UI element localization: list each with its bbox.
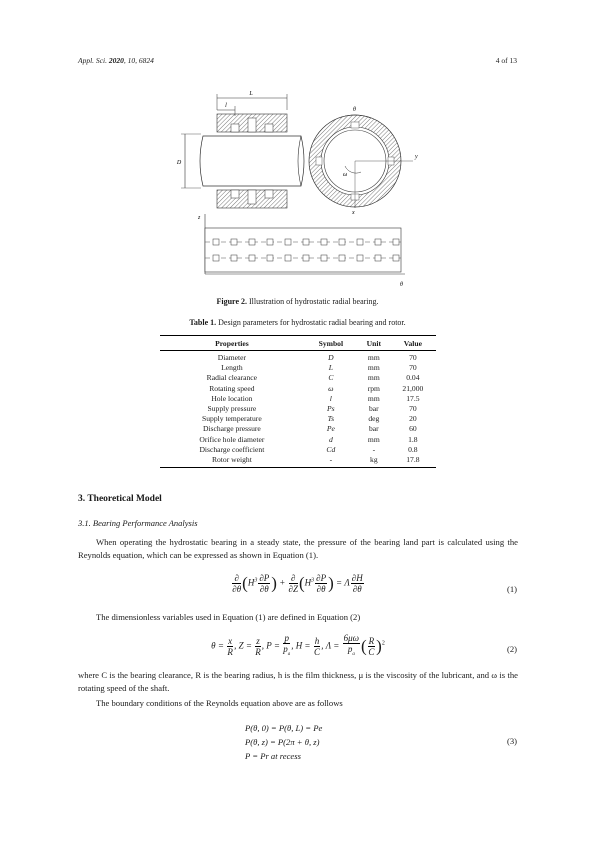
bearing-cross-section (309, 107, 418, 216)
table-row: Supply temperature Ts deg 20 (202, 414, 417, 424)
label-D: D (176, 160, 182, 166)
journal-name: Appl. Sci. (78, 56, 107, 65)
equation-2-number: (2) (506, 644, 517, 654)
table-row: Hole location l mm 17.5 (211, 393, 420, 403)
table-row: Radial clearance C mm 0.04 (206, 373, 420, 383)
table-header-row (160, 336, 436, 351)
table-row: Discharge coefficient Cd - 0.8 (199, 444, 418, 454)
rotor-shaft (200, 136, 304, 186)
column-header: Symbol (304, 336, 358, 351)
equation-2: θ = $\frac{x}{R}$ , Z = $\frac{z}{R}$ , P = $\frac{p}{p_a}$ , H = $\frac{h}{C}$ , Λ = $\frac{6\mu\omega}{p_a}$ ( $\frac{R}{C}$ )$^2$ (211, 633, 385, 657)
label-theta-axis: θ (400, 282, 403, 288)
journal-year: 2020 (108, 56, 124, 65)
table-row: Rotor weight - kg 17.8 (160, 455, 436, 468)
boundary-condition-1: P(θ, 0) = P(θ, L) = Pe (245, 723, 323, 733)
dimension-D (176, 134, 201, 188)
equation-3-number: (3) (506, 736, 517, 746)
boundary-condition-3: P = Pr at recess (245, 751, 301, 761)
equation-1-number: (1) (506, 584, 517, 594)
article-number: , 6824 (135, 56, 154, 65)
label-theta-top: θ (353, 107, 356, 113)
label-omega: ω (343, 172, 348, 178)
figure-caption: Figure 2. Illustration of hydrostatic radial bearing. (216, 297, 379, 306)
paragraph-3: where C is the bearing clearance, R is the bearing radius, h is the film thickness, μ is the viscosity of the lubricant, and ω is the rotating speed of the shaft. (78, 670, 518, 693)
label-y: y (415, 154, 418, 160)
equation-1: $\frac{\partial}{\partial\theta}$ ($H^3$ $\frac{\partial P}{\partial\theta}$ ) + $\frac{\partial}{\partial Z}$ ($H^3$ $\frac{\partial P}{\partial\theta}$ ) = Λ $\frac{\partial H}{\partial\theta}$ (232, 573, 363, 594)
column-header: Properties (160, 336, 304, 351)
running-header (78, 56, 154, 65)
paragraph-2: The dimensionless variables used in Equation (1) are defined in Equation (2) (96, 612, 361, 622)
dimension-L (217, 91, 287, 110)
table-caption: Table 1. Design parameters for hydrostatic radial bearing and rotor. (189, 318, 406, 327)
table-row: Length L mm 70 (221, 363, 417, 373)
paragraph-4: The boundary conditions of the Reynolds equation above are as follows (96, 698, 343, 708)
subsection-title: 3.1. Bearing Performance Analysis (78, 518, 198, 528)
table-row: Orifice hole diameter d mm 1.8 (199, 434, 418, 444)
label-L: L (249, 91, 253, 97)
label-x: x (352, 210, 355, 216)
design-parameters-table (160, 335, 436, 468)
page-number: 4 of 13 (495, 56, 517, 65)
bearing-figure (165, 86, 445, 291)
column-header: Value (390, 336, 436, 351)
table-row: Rotating speed ω rpm 21,000 (209, 383, 424, 393)
table-row: Discharge pressure Pe bar 60 (202, 424, 417, 434)
unwrapped-surface (197, 214, 405, 288)
bearing-side-top (217, 114, 287, 132)
table-row: Supply pressure Ps bar 70 (207, 404, 417, 414)
column-header: Unit (358, 336, 390, 351)
journal-volume: , 10 (123, 56, 136, 65)
paragraph-1: When operating the hydrostatic bearing in a steady state, the pressure of the bearing land part is calculated using the Reynolds equation, which can be expressed as shown in Equation (1). (78, 537, 518, 560)
label-l: l (225, 103, 227, 109)
section-title: 3. Theoretical Model (78, 494, 162, 504)
boundary-condition-2: P(θ, z) = P(2π + θ, z) (245, 737, 320, 747)
bearing-side-bottom (217, 190, 287, 208)
table-row: Diameter D mm 70 (217, 353, 417, 362)
label-z: z (198, 215, 201, 221)
